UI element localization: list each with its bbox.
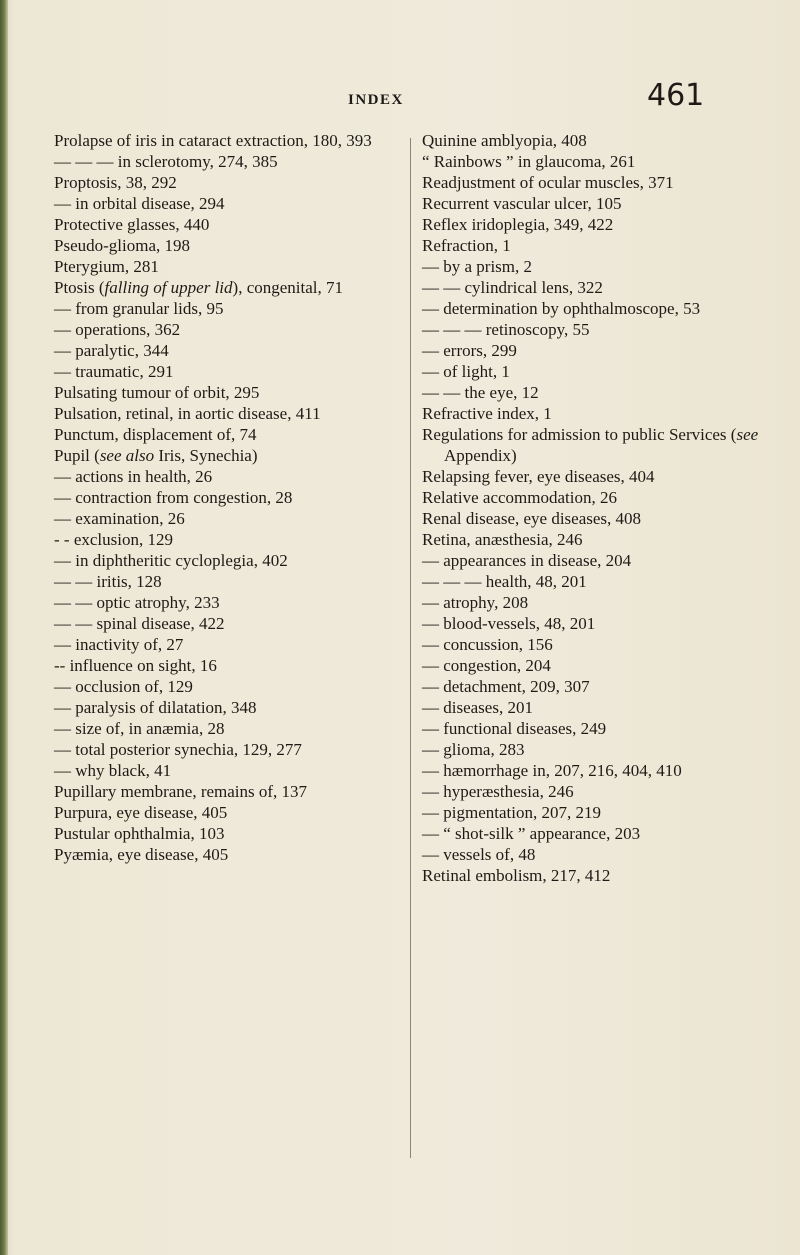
index-entry: — — — retinoscopy, 55 (422, 320, 590, 339)
index-entry: — total posterior synechia, 129, 277 (54, 740, 302, 759)
index-entry: — paralysis of dilatation, 348 (54, 698, 257, 717)
index-entry: Pupil (see also Iris, Synechia) (54, 446, 258, 465)
index-entry: — — — health, 48, 201 (422, 572, 587, 591)
index-entry: Pupillary membrane, remains of, 137 (54, 782, 308, 801)
index-entry: — examination, 26 (54, 509, 185, 528)
index-entry: - - exclusion, 129 (54, 530, 173, 549)
index-entry: — vessels of, 48 (422, 845, 536, 864)
index-entry: Recurrent vascular ulcer, 105 (422, 194, 622, 213)
index-entry: — detachment, 209, 307 (422, 677, 590, 696)
page-number: 461 (647, 78, 705, 113)
index-entry: — by a prism, 2 (422, 257, 533, 276)
index-entry: — — spinal disease, 422 (54, 614, 225, 633)
column-divider (410, 138, 411, 1158)
index-entry: -- influence on sight, 16 (54, 656, 217, 675)
index-entry: — contraction from congestion, 28 (54, 488, 293, 507)
index-entry: Ptosis (falling of upper lid), congenital, 71 (54, 278, 343, 297)
index-entry: — actions in health, 26 (54, 467, 213, 486)
index-entry: Quinine amblyopia, 408 (422, 131, 587, 150)
index-entry: — pigmentation, 207, 219 (422, 803, 601, 822)
index-entry: Retina, anæsthesia, 246 (422, 530, 583, 549)
index-entry: Protective glasses, 440 (54, 215, 210, 234)
index-entry: Relative accommodation, 26 (422, 488, 617, 507)
index-entry: — hæmorrhage in, 207, 216, 404, 410 (422, 761, 682, 780)
index-entry: — — cylindrical lens, 322 (422, 278, 603, 297)
index-entry: — appearances in disease, 204 (422, 551, 632, 570)
index-entry: — determination by ophthalmoscope, 53 (422, 299, 701, 318)
index-entry: — atrophy, 208 (422, 593, 529, 612)
index-entry: Renal disease, eye diseases, 408 (422, 509, 642, 528)
index-entry: Pustular ophthalmia, 103 (54, 824, 225, 843)
index-entry: Pseudo-glioma, 198 (54, 236, 190, 255)
index-entry: — “ shot-silk ” appearance, 203 (422, 824, 641, 843)
index-entry: Retinal embolism, 217, 412 (422, 866, 611, 885)
index-entry: — in orbital disease, 294 (54, 194, 225, 213)
index-entry: — occlusion of, 129 (54, 677, 193, 696)
index-entry: Proptosis, 38, 292 (54, 173, 177, 192)
running-header: INDEX (348, 92, 404, 108)
index-entry: — operations, 362 (54, 320, 181, 339)
index-entry: — paralytic, 344 (54, 341, 169, 360)
index-entry: — glioma, 283 (422, 740, 525, 759)
index-entry: Prolapse of iris in cataract extraction, 180, 393 (54, 131, 372, 150)
index-entry: — — iritis, 128 (54, 572, 162, 591)
index-entry: — diseases, 201 (422, 698, 533, 717)
index-entry: “ Rainbows ” in glaucoma, 261 (422, 152, 636, 171)
index-entry: Refractive index, 1 (422, 404, 552, 423)
index-entry: — congestion, 204 (422, 656, 551, 675)
index-entry: — blood-vessels, 48, 201 (422, 614, 596, 633)
index-entry: Pulsating tumour of orbit, 295 (54, 383, 260, 402)
index-column-right (422, 130, 762, 886)
index-entry: — size of, in anæmia, 28 (54, 719, 225, 738)
index-entry: — of light, 1 (422, 362, 510, 381)
index-entry: — — — in sclerotomy, 274, 385 (54, 152, 278, 171)
index-entry: — — optic atrophy, 233 (54, 593, 220, 612)
index-entry: — concussion, 156 (422, 635, 553, 654)
page-binding-edge (0, 0, 8, 1255)
index-entry: Pterygium, 281 (54, 257, 159, 276)
index-entry: Purpura, eye disease, 405 (54, 803, 228, 822)
index-entry: — from granular lids, 95 (54, 299, 224, 318)
index-entry: — errors, 299 (422, 341, 517, 360)
index-entry: Readjustment of ocular muscles, 371 (422, 173, 674, 192)
index-entry: — in diphtheritic cycloplegia, 402 (54, 551, 288, 570)
index-entry: — traumatic, 291 (54, 362, 174, 381)
index-entry: Refraction, 1 (422, 236, 511, 255)
index-entry: Pyæmia, eye disease, 405 (54, 845, 229, 864)
index-entry: Reflex iridoplegia, 349, 422 (422, 215, 614, 234)
index-entry: Punctum, displacement of, 74 (54, 425, 257, 444)
index-entry: — inactivity of, 27 (54, 635, 184, 654)
index-entry: — functional diseases, 249 (422, 719, 607, 738)
index-column-left (54, 130, 394, 865)
index-entry: — hyperæsthesia, 246 (422, 782, 574, 801)
index-entry: — why black, 41 (54, 761, 172, 780)
index-entry: Pulsation, retinal, in aortic disease, 411 (54, 404, 321, 423)
index-entry: — — the eye, 12 (422, 383, 539, 402)
index-entry: Relapsing fever, eye diseases, 404 (422, 467, 655, 486)
index-entry: Regulations for admission to public Services (see Appendix) (422, 425, 759, 465)
